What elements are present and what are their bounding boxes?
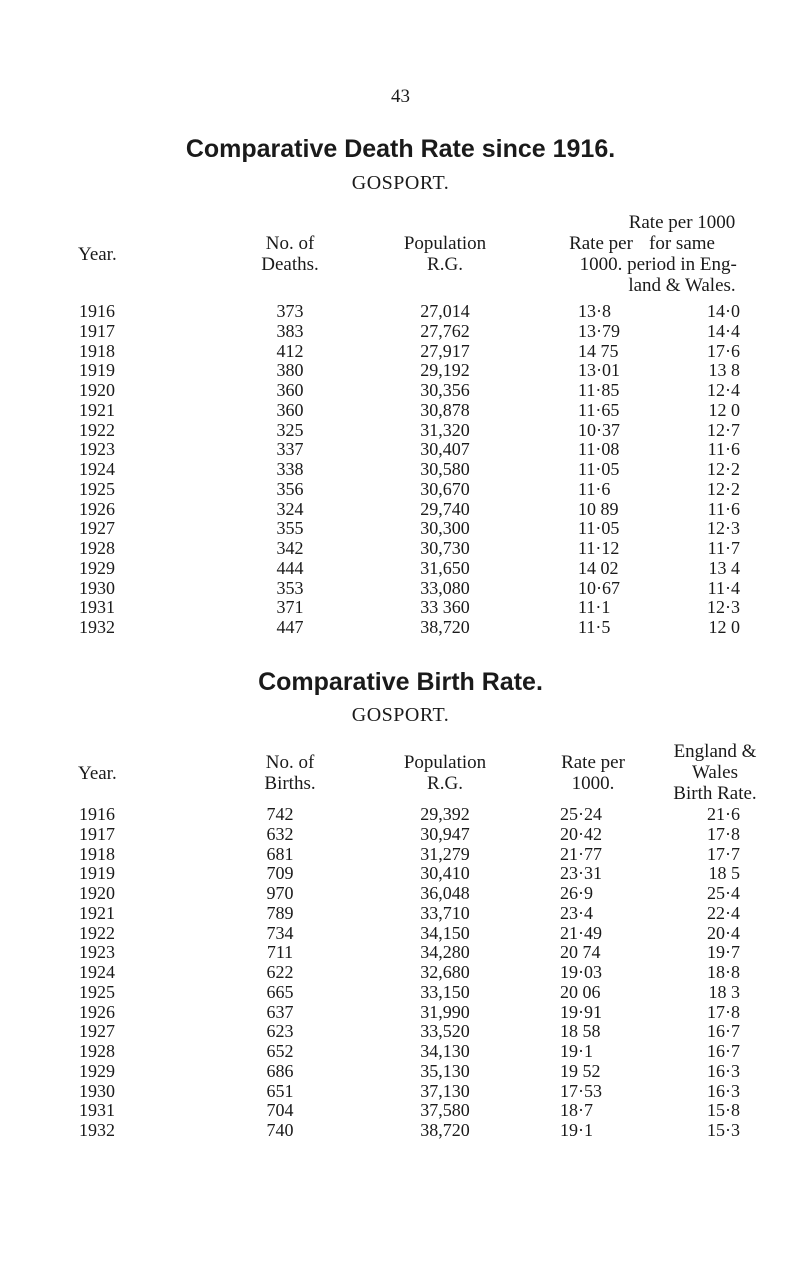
table-row <box>0 421 801 441</box>
year-cell: 1922 <box>79 419 115 440</box>
population-cell: 30,878 <box>420 399 470 420</box>
year-cell: 1918 <box>79 340 115 361</box>
deaths-cell: 353 <box>276 577 304 598</box>
year-cell: 1921 <box>79 399 115 420</box>
rate-cell: 10·67 <box>578 577 620 598</box>
population-cell: 34,280 <box>420 942 470 963</box>
population-cell: 29,392 <box>420 804 470 824</box>
england-rate-cell: 12·7 <box>707 419 740 440</box>
rate-cell: 11·1 <box>578 597 611 618</box>
births-cell: 734 <box>266 922 294 943</box>
rate-cell: 26·9 <box>560 883 593 903</box>
population-cell: 33,710 <box>420 902 470 923</box>
year-cell: 1920 <box>79 883 115 903</box>
population-cell: 27,917 <box>420 340 470 361</box>
england-rate-cell: 16·3 <box>707 1080 740 1101</box>
year-cell: 1930 <box>79 577 115 598</box>
population-cell: 31,650 <box>420 557 470 578</box>
table-row <box>0 904 801 924</box>
birth-header-england-rate: England & Wales Birth Rate. <box>673 741 757 804</box>
population-cell: 30,356 <box>420 380 470 400</box>
table-row <box>0 1042 801 1062</box>
england-rate-cell: 13 8 <box>708 360 740 381</box>
deaths-cell: 325 <box>276 419 304 440</box>
year-cell: 1919 <box>79 863 115 884</box>
rate-cell: 19·1 <box>560 1120 593 1140</box>
england-rate-cell: 22·4 <box>707 902 740 923</box>
england-rate-cell: 12·2 <box>707 459 740 479</box>
rate-cell: 23·4 <box>560 902 593 923</box>
rate-cell: 21·77 <box>560 843 602 864</box>
table-row <box>0 1121 801 1141</box>
death-header-population: Population R.G. <box>403 233 487 275</box>
deaths-cell: 355 <box>276 518 304 539</box>
england-rate-cell: 18 3 <box>708 981 740 1002</box>
rate-cell: 14 02 <box>578 557 619 578</box>
year-cell: 1923 <box>79 439 115 460</box>
rate-cell: 13·01 <box>578 360 620 381</box>
births-cell: 632 <box>266 823 294 844</box>
population-cell: 30,947 <box>420 823 470 844</box>
rate-cell: 11·08 <box>578 439 620 460</box>
england-rate-cell: 18 5 <box>708 863 740 884</box>
table-row <box>0 440 801 460</box>
births-cell: 651 <box>266 1080 294 1101</box>
table-row <box>0 924 801 944</box>
table-row <box>0 1022 801 1042</box>
population-cell: 34,130 <box>420 1041 470 1061</box>
year-cell: 1929 <box>79 1060 115 1081</box>
year-cell: 1926 <box>79 498 115 519</box>
population-cell: 38,720 <box>420 1120 470 1140</box>
table-row <box>0 845 801 865</box>
births-cell: 665 <box>266 981 294 1002</box>
table-row <box>0 381 801 401</box>
england-rate-cell: 14·4 <box>707 320 740 341</box>
deaths-cell: 371 <box>276 597 304 618</box>
england-rate-cell: 12·3 <box>707 518 740 539</box>
rate-cell: 11·5 <box>578 617 611 637</box>
rate-cell: 20 06 <box>560 981 601 1002</box>
year-cell: 1924 <box>79 459 115 479</box>
year-cell: 1927 <box>79 518 115 539</box>
deaths-cell: 380 <box>276 360 304 381</box>
rate-cell: 11·12 <box>578 538 620 558</box>
table-row <box>0 1101 801 1121</box>
population-cell: 36,048 <box>420 883 470 903</box>
births-cell: 623 <box>266 1021 294 1042</box>
death-table-subtitle: GOSPORT. <box>351 172 450 194</box>
death-header-england-rate: Rate per 1000 for same period in Eng- land & Wales. <box>627 212 737 296</box>
rate-cell: 11·65 <box>578 399 620 420</box>
deaths-cell: 337 <box>276 439 304 460</box>
population-cell: 29,192 <box>420 360 470 381</box>
england-rate-cell: 25·4 <box>707 883 740 903</box>
births-cell: 742 <box>266 804 294 824</box>
birth-table-subtitle: GOSPORT. <box>351 704 450 726</box>
year-cell: 1932 <box>79 617 115 637</box>
england-rate-cell: 19·7 <box>707 942 740 963</box>
rate-cell: 10·37 <box>578 419 620 440</box>
england-rate-cell: 16·7 <box>707 1041 740 1061</box>
deaths-cell: 383 <box>276 320 304 341</box>
birth-table-body <box>0 805 801 1141</box>
england-rate-cell: 20·4 <box>707 922 740 943</box>
england-rate-cell: 12 0 <box>708 617 740 637</box>
rate-cell: 11·05 <box>578 518 620 539</box>
year-cell: 1926 <box>79 1001 115 1022</box>
rate-cell: 11·05 <box>578 459 620 479</box>
table-row <box>0 983 801 1003</box>
population-cell: 27,014 <box>420 301 470 321</box>
population-cell: 30,407 <box>420 439 470 460</box>
table-row <box>0 302 801 322</box>
deaths-cell: 356 <box>276 478 304 499</box>
table-row <box>0 539 801 559</box>
england-rate-cell: 11·6 <box>707 439 740 460</box>
england-rate-cell: 15·3 <box>707 1120 740 1140</box>
rate-cell: 25·24 <box>560 804 602 824</box>
births-cell: 622 <box>266 962 294 982</box>
england-rate-cell: 16·7 <box>707 1021 740 1042</box>
table-row <box>0 500 801 520</box>
rate-cell: 11·6 <box>578 478 611 499</box>
england-rate-cell: 11·6 <box>707 498 740 519</box>
rate-cell: 23·31 <box>560 863 602 884</box>
rate-cell: 19·03 <box>560 962 602 982</box>
year-cell: 1920 <box>79 380 115 400</box>
population-cell: 33,520 <box>420 1021 470 1042</box>
population-cell: 31,279 <box>420 843 470 864</box>
births-cell: 740 <box>266 1120 294 1140</box>
year-cell: 1921 <box>79 902 115 923</box>
death-table-title: Comparative Death Rate since 1916. <box>185 135 616 163</box>
table-row <box>0 1003 801 1023</box>
birth-header-year: Year. <box>78 763 117 784</box>
deaths-cell: 447 <box>276 617 304 637</box>
england-rate-cell: 13 4 <box>708 557 740 578</box>
year-cell: 1930 <box>79 1080 115 1101</box>
rate-cell: 18 58 <box>560 1021 601 1042</box>
deaths-cell: 412 <box>276 340 304 361</box>
population-cell: 34,150 <box>420 922 470 943</box>
england-rate-cell: 15·8 <box>707 1100 740 1121</box>
population-cell: 35,130 <box>420 1060 470 1081</box>
page-number: 43 <box>391 86 410 107</box>
year-cell: 1931 <box>79 1100 115 1121</box>
england-rate-cell: 17·8 <box>707 1001 740 1022</box>
population-cell: 37,580 <box>420 1100 470 1121</box>
rate-cell: 18·7 <box>560 1100 593 1121</box>
population-cell: 31,990 <box>420 1001 470 1022</box>
table-row <box>0 1062 801 1082</box>
year-cell: 1916 <box>79 804 115 824</box>
population-cell: 33,080 <box>420 577 470 598</box>
year-cell: 1928 <box>79 1041 115 1061</box>
deaths-cell: 360 <box>276 399 304 420</box>
population-cell: 27,762 <box>420 320 470 341</box>
births-cell: 652 <box>266 1041 294 1061</box>
table-row <box>0 480 801 500</box>
birth-header-rate: Rate per 1000. <box>561 752 625 794</box>
year-cell: 1917 <box>79 823 115 844</box>
england-rate-cell: 18·8 <box>707 962 740 982</box>
population-cell: 30,580 <box>420 459 470 479</box>
year-cell: 1925 <box>79 478 115 499</box>
deaths-cell: 444 <box>276 557 304 578</box>
births-cell: 681 <box>266 843 294 864</box>
table-row <box>0 943 801 963</box>
population-cell: 31,320 <box>420 419 470 440</box>
england-rate-cell: 17·6 <box>707 340 740 361</box>
births-cell: 709 <box>266 863 294 884</box>
table-row <box>0 361 801 381</box>
birth-header-population: Population R.G. <box>403 752 487 794</box>
births-cell: 686 <box>266 1060 294 1081</box>
deaths-cell: 324 <box>276 498 304 519</box>
death-header-deaths: No. of Deaths. <box>261 233 319 275</box>
table-row <box>0 598 801 618</box>
year-cell: 1927 <box>79 1021 115 1042</box>
year-cell: 1928 <box>79 538 115 558</box>
year-cell: 1919 <box>79 360 115 381</box>
population-cell: 33,150 <box>420 981 470 1002</box>
year-cell: 1932 <box>79 1120 115 1140</box>
table-row <box>0 322 801 342</box>
table-row <box>0 864 801 884</box>
births-cell: 704 <box>266 1100 294 1121</box>
rate-cell: 20·42 <box>560 823 602 844</box>
table-row <box>0 1082 801 1102</box>
year-cell: 1917 <box>79 320 115 341</box>
population-cell: 32,680 <box>420 962 470 982</box>
table-row <box>0 825 801 845</box>
rate-cell: 19 52 <box>560 1060 601 1081</box>
rate-cell: 10 89 <box>578 498 619 519</box>
year-cell: 1916 <box>79 301 115 321</box>
table-row <box>0 618 801 638</box>
year-cell: 1929 <box>79 557 115 578</box>
rate-cell: 14 75 <box>578 340 619 361</box>
birth-table-title: Comparative Birth Rate. <box>258 668 543 696</box>
table-row <box>0 805 801 825</box>
table-row <box>0 519 801 539</box>
table-row <box>0 963 801 983</box>
year-cell: 1922 <box>79 922 115 943</box>
england-rate-cell: 12 0 <box>708 399 740 420</box>
year-cell: 1924 <box>79 962 115 982</box>
death-header-rate: Rate per 1000. <box>569 233 633 275</box>
births-cell: 637 <box>266 1001 294 1022</box>
year-cell: 1925 <box>79 981 115 1002</box>
rate-cell: 19·1 <box>560 1041 593 1061</box>
death-table-body <box>0 302 801 638</box>
rate-cell: 21·49 <box>560 922 602 943</box>
england-rate-cell: 16·3 <box>707 1060 740 1081</box>
population-cell: 38,720 <box>420 617 470 637</box>
population-cell: 29,740 <box>420 498 470 519</box>
england-rate-cell: 11·4 <box>707 577 740 598</box>
england-rate-cell: 14·0 <box>707 301 740 321</box>
table-row <box>0 559 801 579</box>
rate-cell: 17·53 <box>560 1080 602 1101</box>
england-rate-cell: 11·7 <box>707 538 740 558</box>
table-row <box>0 460 801 480</box>
population-cell: 37,130 <box>420 1080 470 1101</box>
population-cell: 33 360 <box>420 597 470 618</box>
rate-cell: 13·79 <box>578 320 620 341</box>
rate-cell: 11·85 <box>578 380 620 400</box>
table-row <box>0 401 801 421</box>
deaths-cell: 342 <box>276 538 304 558</box>
england-rate-cell: 12·4 <box>707 380 740 400</box>
england-rate-cell: 17·8 <box>707 823 740 844</box>
births-cell: 789 <box>266 902 294 923</box>
england-rate-cell: 21·6 <box>707 804 740 824</box>
england-rate-cell: 12·2 <box>707 478 740 499</box>
deaths-cell: 338 <box>276 459 304 479</box>
deaths-cell: 373 <box>276 301 304 321</box>
table-row <box>0 579 801 599</box>
population-cell: 30,410 <box>420 863 470 884</box>
population-cell: 30,730 <box>420 538 470 558</box>
year-cell: 1931 <box>79 597 115 618</box>
england-rate-cell: 12·3 <box>707 597 740 618</box>
births-cell: 711 <box>266 942 294 963</box>
deaths-cell: 360 <box>276 380 304 400</box>
birth-header-births: No. of Births. <box>264 752 316 794</box>
population-cell: 30,300 <box>420 518 470 539</box>
death-header-year: Year. <box>78 244 117 265</box>
births-cell: 970 <box>266 883 294 903</box>
year-cell: 1918 <box>79 843 115 864</box>
table-row <box>0 884 801 904</box>
rate-cell: 13·8 <box>578 301 611 321</box>
rate-cell: 19·91 <box>560 1001 602 1022</box>
year-cell: 1923 <box>79 942 115 963</box>
england-rate-cell: 17·7 <box>707 843 740 864</box>
table-row <box>0 342 801 362</box>
population-cell: 30,670 <box>420 478 470 499</box>
rate-cell: 20 74 <box>560 942 601 963</box>
